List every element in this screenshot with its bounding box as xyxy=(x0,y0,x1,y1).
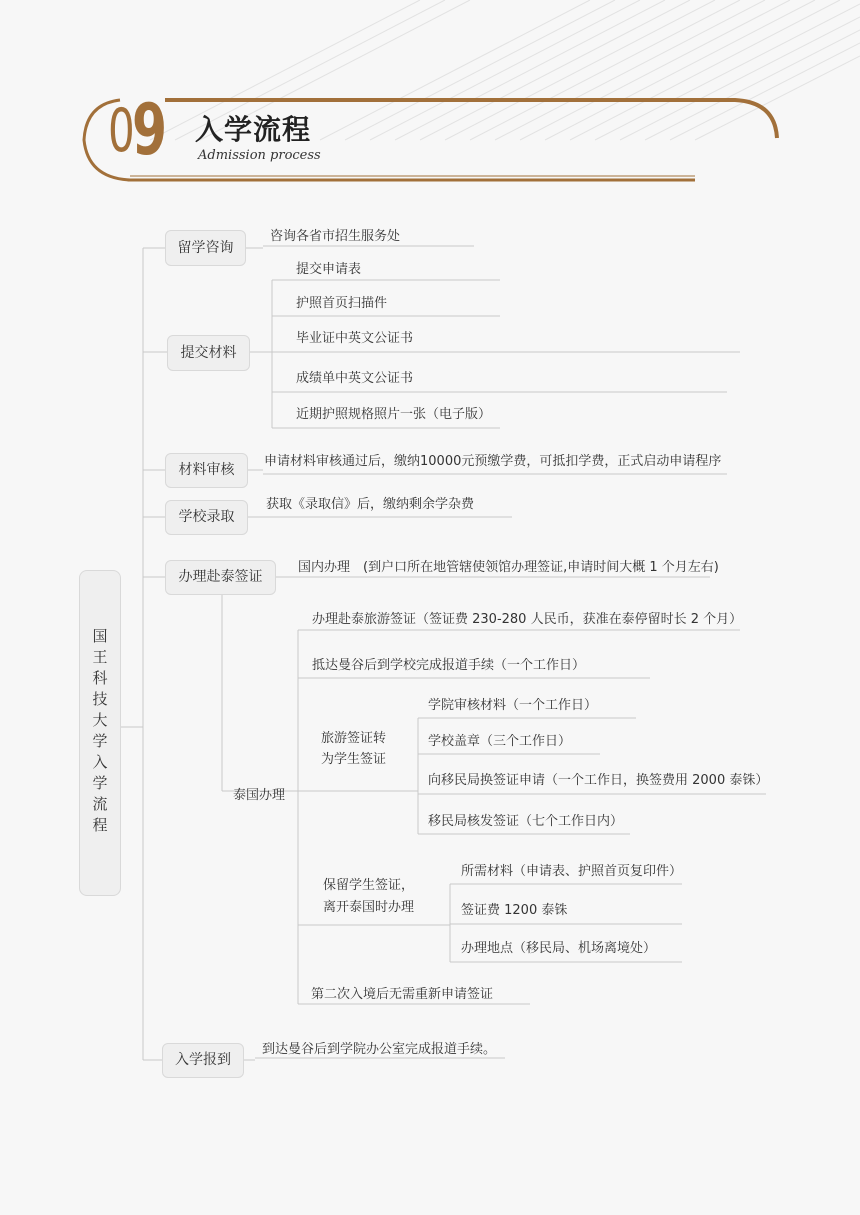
materials-item: 毕业证中英文公证书 xyxy=(296,331,414,346)
step-register xyxy=(162,1043,244,1078)
retain-visa-label-line1: 保留学生签证， xyxy=(323,878,415,893)
step-materials xyxy=(167,335,250,371)
reentry-note: 第二次入境后无需重新申请签证 xyxy=(311,987,494,1002)
tourist-to-student-item: 学校盖章（三个工作日） xyxy=(428,734,572,749)
admission-item: 获取《录取信》后，缴纳剩余学杂费 xyxy=(266,497,475,512)
step-admission xyxy=(165,500,248,535)
register-item: 到达曼谷后到学院办公室完成报道手续。 xyxy=(262,1042,497,1057)
step-visa-label: 办理赴泰签证 xyxy=(178,569,263,585)
section-number-nine: 9 xyxy=(132,89,168,171)
root-node xyxy=(79,570,121,896)
step-register-label: 入学报到 xyxy=(175,1052,231,1068)
step-materials-label: 提交材料 xyxy=(180,345,237,361)
step-review-label: 材料审核 xyxy=(178,462,235,478)
section-number-zero: 0 xyxy=(108,96,135,166)
materials-item: 近期护照规格照片一张（电子版） xyxy=(296,407,492,422)
retain-visa-item: 签证费 1200 泰铢 xyxy=(461,903,568,918)
page-subtitle: Admission process xyxy=(198,148,321,163)
retain-visa-label-line2: 离开泰国时办理 xyxy=(323,900,415,915)
thailand-item: 抵达曼谷后到学校完成报道手续（一个工作日） xyxy=(312,658,586,673)
step-visa xyxy=(165,560,276,595)
step-admission-label: 学校录取 xyxy=(178,509,235,525)
thailand-item: 办理赴泰旅游签证（签证费 230-280 人民币，获准在泰停留时长 2 个月） xyxy=(312,612,743,627)
review-item: 申请材料审核通过后，缴纳10000元预缴学费，可抵扣学费，正式启动申请程序 xyxy=(264,454,722,469)
step-review xyxy=(165,453,248,488)
tourist-to-student-item: 移民局核发签证（七个工作日内） xyxy=(428,814,624,829)
root-label: 国王科技大学入学流程 xyxy=(90,628,109,838)
consult-item: 咨询各省市招生服务处 xyxy=(270,229,401,244)
tourist-to-student-label-line1: 旅游签证转 xyxy=(321,731,387,746)
visa-domestic: 国内办理 (到户口所在地管辖使领馆办理签证,申请时间大概 1 个月左右) xyxy=(298,560,719,575)
retain-visa-item: 所需材料（申请表、护照首页复印件） xyxy=(461,864,683,879)
tourist-to-student-item: 学院审核材料（一个工作日） xyxy=(428,698,598,713)
visa-thailand-label: 泰国办理 xyxy=(233,788,286,803)
tourist-to-student-item: 向移民局换签证申请（一个工作日，换签费用 2000 泰铢） xyxy=(428,773,769,788)
materials-item: 护照首页扫描件 xyxy=(296,296,388,311)
step-consult-label: 留学咨询 xyxy=(177,240,234,256)
step-consult xyxy=(165,230,246,266)
page-title: 入学流程 xyxy=(195,113,312,146)
materials-item: 提交申请表 xyxy=(296,262,362,277)
retain-visa-item: 办理地点（移民局、机场离境处） xyxy=(461,941,657,956)
materials-item: 成绩单中英文公证书 xyxy=(296,371,414,386)
tourist-to-student-label-line2: 为学生签证 xyxy=(321,752,387,767)
